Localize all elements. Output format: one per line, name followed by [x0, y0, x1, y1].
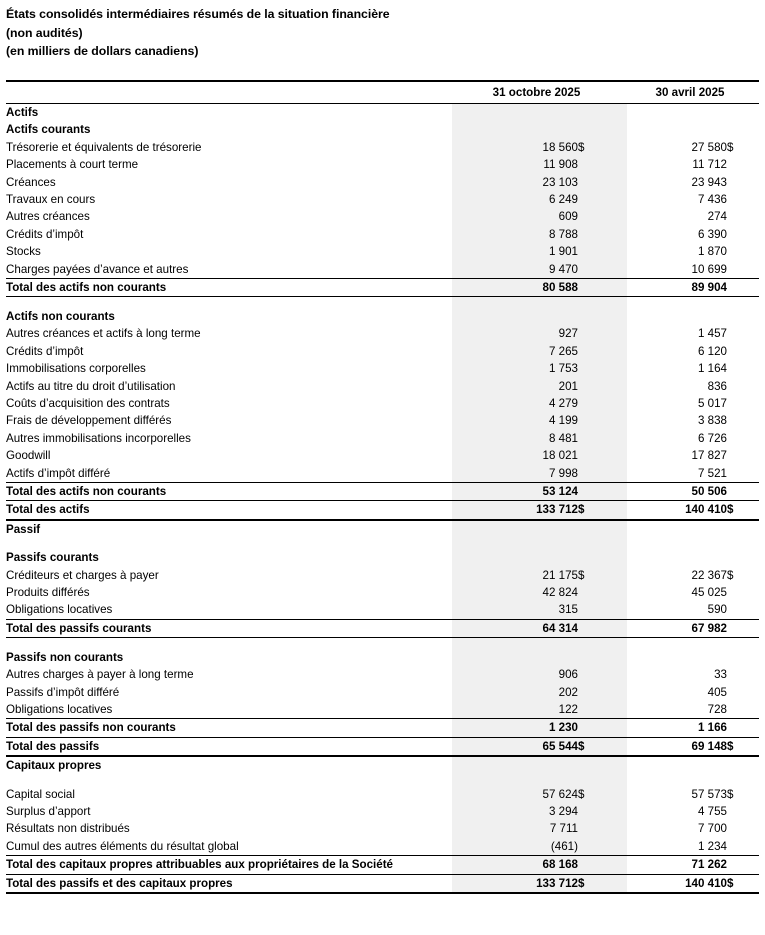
currency-symbol-period-1 [578, 308, 621, 325]
currency-symbol-period-2 [727, 174, 759, 191]
row-label: Total des passifs non courants [6, 719, 452, 737]
currency-symbol-period-2 [727, 343, 759, 360]
row-label: Frais de développement différés [6, 414, 172, 428]
table-header-row [6, 81, 759, 104]
row-value-period-1 [452, 549, 578, 566]
table-row-obligations-locatives [6, 601, 759, 619]
table-row-total-des-passifs-non-courants [6, 719, 759, 737]
table-row-passif [6, 520, 759, 538]
row-label: Capitaux propres [6, 759, 102, 773]
row-value-period-2: 69 148 [621, 737, 727, 756]
row-value-period-1: 7 711 [549, 822, 578, 836]
row-value-period-1: 1 753 [548, 362, 578, 376]
table-row-credits-d-impot [6, 226, 759, 243]
row-value-period-2: 7 521 [697, 466, 727, 480]
row-value-period-1: 7 998 [548, 466, 578, 480]
currency-symbol-period-2 [727, 104, 759, 122]
table-row-actifs [6, 104, 759, 122]
currency-symbol-period-1 [578, 430, 621, 447]
currency-symbol-period-2 [727, 121, 759, 138]
row-value-period-1: 201 [558, 379, 578, 393]
currency-symbol-period-1 [578, 104, 621, 122]
table-row-charges-payees-d-avance-et-autres [6, 261, 759, 279]
row-value-period-2: 1 870 [697, 245, 727, 259]
currency-symbol-period-1 [578, 520, 621, 538]
row-value-period-1: 609 [558, 210, 578, 224]
currency-symbol-period-1 [578, 856, 621, 874]
row-label: Autres créances [6, 210, 90, 224]
currency-symbol-period-2 [727, 601, 759, 619]
currency-symbol-period-1: $ [578, 874, 621, 893]
row-value-period-1: 9 470 [548, 262, 578, 276]
row-label: Placements à court terme [6, 158, 139, 172]
row-value-period-1: 927 [558, 327, 578, 341]
table-row-creances [6, 174, 759, 191]
financial-statement [6, 80, 759, 894]
row-value-period-1: (461) [550, 839, 578, 853]
row-value-period-1 [452, 756, 578, 774]
row-label: Autres créances et actifs à long terme [6, 327, 201, 341]
row-label: Goodwill [6, 449, 51, 463]
row-value-period-2: 22 367 [691, 568, 727, 582]
row-value-period-2: 10 699 [691, 262, 727, 276]
row-value-period-2: 23 943 [691, 175, 727, 189]
currency-symbol-period-2 [727, 666, 759, 683]
row-value-period-1: 4 279 [548, 397, 578, 410]
currency-symbol-period-1 [578, 619, 621, 637]
table-row-total-des-actifs-non-courants [6, 279, 759, 297]
row-label: Autres charges à payer à long terme [6, 668, 194, 682]
currency-symbol-period-2 [727, 325, 759, 342]
table-row-total-des-passifs-courants [6, 619, 759, 637]
row-label: Passifs non courants [6, 650, 124, 664]
row-value-period-1: 18 021 [542, 449, 578, 463]
table-row-autres-creances [6, 208, 759, 225]
row-label: Passifs d’impôt différé [6, 685, 120, 699]
currency-symbol-period-1 [578, 701, 621, 719]
row-value-period-2: 3 838 [697, 414, 727, 428]
table-row-actifs-courants [6, 121, 759, 138]
table-row-capital-social [6, 786, 759, 803]
row-value-period-1 [452, 649, 578, 666]
table-row-obligations-locatives [6, 701, 759, 719]
row-value-period-1: 7 265 [548, 344, 578, 358]
spacer-row [6, 297, 759, 308]
table-row-actifs-non-courants [6, 308, 759, 325]
table-row-total-des-capitaux-propres-attribuables-aux-pr [6, 856, 759, 874]
table-row-surplus-d-apport [6, 803, 759, 820]
currency-symbol-period-1 [578, 395, 621, 412]
row-value-period-1: 8 481 [548, 431, 578, 445]
row-label: Créditeurs et charges à payer [6, 568, 159, 582]
row-label: Actifs non courants [6, 309, 115, 323]
currency-symbol-period-1 [578, 447, 621, 464]
currency-symbol-period-1 [578, 601, 621, 619]
row-label: Immobilisations corporelles [6, 362, 146, 376]
row-label: Total des actifs [6, 501, 452, 520]
row-value-period-2: 1 164 [697, 362, 727, 376]
table-row-total-des-actifs [6, 501, 759, 520]
row-label: Total des capitaux propres attribuables aux propriétaires de la Société [6, 856, 452, 874]
row-value-period-1: 8 788 [548, 227, 578, 241]
row-value-period-2: 33 [714, 668, 727, 682]
row-value-period-2: 6 120 [697, 344, 727, 358]
row-label: Travaux en cours [6, 193, 96, 207]
table-row-autres-charges-a-payer-a-long-terme [6, 666, 759, 683]
currency-symbol-period-2 [727, 395, 759, 412]
currency-symbol-period-1 [578, 243, 621, 260]
row-value-period-1: 133 712 [452, 501, 578, 520]
table-row-crediteurs-et-charges-a-payer [6, 567, 759, 584]
currency-symbol-period-2 [727, 549, 759, 566]
currency-symbol-period-1 [578, 208, 621, 225]
currency-symbol-period-1 [578, 649, 621, 666]
spacer-row [6, 638, 759, 649]
currency-symbol-period-1 [578, 412, 621, 429]
currency-symbol-period-1 [578, 226, 621, 243]
currency-symbol-period-2 [727, 378, 759, 395]
row-label: Obligations locatives [6, 603, 113, 617]
table-row-goodwill [6, 447, 759, 464]
currency-symbol-period-1 [578, 360, 621, 377]
row-value-period-2: 590 [707, 603, 727, 617]
table-row-couts-d-acquisition-des-contrats [6, 395, 759, 412]
row-value-period-1: 11 908 [543, 158, 578, 172]
currency-symbol-period-1 [578, 279, 621, 297]
currency-symbol-period-1 [578, 756, 621, 774]
row-value-period-2: 6 390 [697, 227, 727, 241]
table-row-actifs-d-impot-differe [6, 465, 759, 483]
spacer-row [6, 538, 759, 549]
row-value-period-2: 27 580 [691, 140, 727, 154]
currency-symbol-period-1 [578, 156, 621, 173]
row-label: Coûts d’acquisition des contrats [6, 397, 170, 410]
currency-symbol-period-2 [727, 226, 759, 243]
currency-symbol-period-2 [727, 191, 759, 208]
currency-symbol-period-2 [727, 279, 759, 297]
currency-symbol-period-2 [727, 619, 759, 637]
currency-symbol-period-1 [578, 549, 621, 566]
currency-symbol-period-1 [578, 838, 621, 856]
row-value-period-2 [621, 121, 727, 138]
row-value-period-2: 67 982 [621, 619, 727, 637]
currency-symbol-period-2 [727, 701, 759, 719]
currency-symbol-period-2 [727, 856, 759, 874]
row-value-period-1: 57 624 [542, 787, 578, 801]
row-label: Produits différés [6, 586, 90, 600]
currency-symbol-period-1 [578, 378, 621, 395]
currency-symbol-period-2 [727, 649, 759, 666]
currency-symbol-period-2: $ [727, 737, 759, 756]
currency-symbol-period-1 [578, 803, 621, 820]
currency-symbol-period-1 [578, 465, 621, 483]
document-title-line-1: États consolidés intermédiaires résumés de la situation financière [6, 7, 390, 21]
row-label: Cumul des autres éléments du résultat global [6, 839, 239, 853]
row-label: Actifs au titre du droit d’utilisation [6, 379, 176, 393]
row-value-period-2: 11 712 [692, 158, 727, 172]
row-value-period-2: 1 234 [697, 839, 727, 853]
currency-symbol-period-1 [578, 820, 621, 837]
row-label: Résultats non distribués [6, 822, 130, 836]
row-label: Actifs d’impôt différé [6, 466, 111, 480]
row-value-period-2 [621, 308, 727, 325]
table-row-capitaux-propres [6, 756, 759, 774]
row-label: Capital social [6, 787, 75, 801]
row-label: Charges payées d’avance et autres [6, 262, 189, 276]
currency-symbol-period-1 [578, 684, 621, 701]
row-label: Total des passifs [6, 737, 452, 756]
row-label: Autres immobilisations incorporelles [6, 431, 191, 445]
row-value-period-1 [452, 104, 578, 122]
currency-symbol-period-1 [578, 584, 621, 601]
table-row-immobilisations-corporelles [6, 360, 759, 377]
table-row-passifs-d-impot-differe [6, 684, 759, 701]
row-label: Créances [6, 175, 56, 189]
row-value-period-1: 18 560 [542, 140, 578, 154]
currency-symbol-period-1: $ [578, 140, 585, 154]
row-value-period-1: 42 824 [542, 586, 578, 600]
row-value-period-1: 4 199 [548, 414, 578, 428]
row-value-period-1: 1 230 [452, 719, 578, 737]
row-value-period-2: 4 755 [697, 805, 727, 819]
row-value-period-1: 80 588 [452, 279, 578, 297]
row-value-period-1: 6 249 [548, 193, 578, 207]
currency-symbol-period-2: $ [727, 140, 734, 154]
currency-symbol-period-1: $ [578, 787, 585, 801]
row-value-period-2 [621, 104, 727, 122]
row-value-period-2: 140 410 [621, 874, 727, 893]
currency-symbol-period-2 [727, 208, 759, 225]
table-row-total-des-passifs-et-des-capitaux-propres [6, 874, 759, 893]
currency-symbol-period-2 [727, 483, 759, 501]
table-row-total-des-passifs [6, 737, 759, 756]
row-label: Passifs courants [6, 551, 99, 565]
currency-symbol-period-1 [578, 191, 621, 208]
currency-symbol-period-2 [727, 243, 759, 260]
row-value-period-2: 274 [707, 210, 727, 224]
currency-symbol-period-1 [578, 483, 621, 501]
currency-symbol-period-2: $ [727, 501, 759, 520]
currency-symbol-period-2 [727, 308, 759, 325]
row-value-period-2: 405 [707, 685, 727, 699]
row-value-period-1: 65 544 [452, 737, 578, 756]
row-label: Stocks [6, 245, 41, 259]
currency-symbol-period-2 [727, 684, 759, 701]
balance-sheet-table [6, 80, 759, 894]
currency-symbol-period-1 [578, 121, 621, 138]
row-value-period-1: 315 [558, 603, 578, 617]
row-label: Actifs courants [6, 123, 91, 137]
table-body [6, 104, 759, 894]
row-value-period-1: 64 314 [452, 619, 578, 637]
row-value-period-1: 53 124 [452, 483, 578, 501]
currency-symbol-period-2: $ [727, 874, 759, 893]
row-label: Obligations locatives [6, 703, 113, 716]
currency-symbol-period-1: $ [578, 737, 621, 756]
row-value-period-1: 3 294 [548, 805, 578, 819]
row-value-period-2: 1 457 [697, 327, 727, 341]
row-value-period-1: 133 712 [452, 874, 578, 893]
table-row-placements-a-court-terme [6, 156, 759, 173]
row-value-period-1 [452, 308, 578, 325]
currency-symbol-period-2 [727, 820, 759, 837]
currency-symbol-period-1: $ [578, 501, 621, 520]
row-label: Actifs [6, 106, 39, 119]
currency-symbol-period-2: $ [727, 787, 734, 801]
row-label: Total des actifs non courants [6, 483, 452, 501]
row-label: Passif [6, 522, 41, 536]
currency-symbol-period-1 [578, 325, 621, 342]
row-value-period-1: 21 175 [542, 568, 578, 582]
row-label: Total des passifs et des capitaux propres [6, 874, 452, 893]
table-row-tresorerie-et-equivalents-de-tresorerie [6, 139, 759, 156]
row-value-period-1: 906 [558, 668, 578, 682]
currency-symbol-period-2 [727, 520, 759, 538]
document-title-line-2: (non audités) [6, 25, 83, 40]
row-value-period-2: 836 [707, 379, 727, 393]
row-value-period-1 [452, 121, 578, 138]
row-label: Total des actifs non courants [6, 279, 452, 297]
currency-symbol-period-2 [727, 465, 759, 483]
row-value-period-1: 1 901 [548, 245, 578, 259]
row-value-period-2: 89 904 [621, 279, 727, 297]
row-value-period-2 [621, 549, 727, 566]
currency-symbol-period-2 [727, 447, 759, 464]
document-title-line-3: (en milliers de dollars canadiens) [6, 44, 199, 58]
row-label: Crédits d’impôt [6, 227, 84, 241]
row-value-period-2: 5 017 [697, 397, 727, 410]
row-value-period-2 [621, 756, 727, 774]
currency-symbol-period-1 [578, 261, 621, 279]
row-value-period-2: 45 025 [691, 586, 727, 600]
table-header [6, 81, 759, 104]
row-value-period-2: 1 166 [621, 719, 727, 737]
currency-symbol-period-2 [727, 412, 759, 429]
table-row-cumul-des-autres-elements-du-resultat-global [6, 838, 759, 856]
table-row-autres-immobilisations-incorporelles [6, 430, 759, 447]
row-value-period-2: 57 573 [691, 787, 727, 801]
currency-symbol-period-2 [727, 719, 759, 737]
currency-symbol-period-2: $ [727, 568, 734, 582]
table-row-passifs-non-courants [6, 649, 759, 666]
row-label: Crédits d’impôt [6, 344, 84, 358]
table-row-stocks [6, 243, 759, 260]
table-row-actifs-au-titre-du-droit-d-utilisation [6, 378, 759, 395]
row-label: Total des passifs courants [6, 619, 452, 637]
currency-symbol-period-1: $ [578, 568, 585, 582]
row-value-period-1: 23 103 [542, 175, 578, 189]
currency-symbol-period-2 [727, 261, 759, 279]
currency-symbol-period-2 [727, 430, 759, 447]
row-value-period-1: 122 [558, 703, 578, 716]
header-cell-label [6, 81, 452, 104]
row-value-period-2 [621, 649, 727, 666]
row-value-period-2: 7 700 [697, 822, 727, 836]
table-row-resultats-non-distribues [6, 820, 759, 837]
currency-symbol-period-2 [727, 156, 759, 173]
currency-symbol-period-1 [578, 719, 621, 737]
row-value-period-1: 202 [558, 685, 578, 699]
row-value-period-2 [621, 520, 727, 538]
table-row-credits-d-impot [6, 343, 759, 360]
row-value-period-2: 50 506 [621, 483, 727, 501]
currency-symbol-period-2 [727, 803, 759, 820]
spacer-row [6, 775, 759, 786]
table-row-produits-differes [6, 584, 759, 601]
currency-symbol-period-2 [727, 756, 759, 774]
row-label: Surplus d’apport [6, 805, 91, 819]
row-value-period-1 [452, 520, 578, 538]
table-row-passifs-courants [6, 549, 759, 566]
currency-symbol-period-2 [727, 838, 759, 856]
currency-symbol-period-1 [578, 666, 621, 683]
header-cell-period-1: 31 octobre 2025 [452, 81, 621, 104]
row-value-period-2: 7 436 [697, 193, 727, 207]
currency-symbol-period-1 [578, 343, 621, 360]
row-value-period-2: 728 [707, 703, 727, 716]
row-value-period-2: 17 827 [691, 449, 727, 463]
row-label: Trésorerie et équivalents de trésorerie [6, 140, 202, 154]
currency-symbol-period-2 [727, 584, 759, 601]
currency-symbol-period-1 [578, 174, 621, 191]
row-value-period-2: 71 262 [621, 856, 727, 874]
table-row-travaux-en-cours [6, 191, 759, 208]
row-value-period-2: 140 410 [621, 501, 727, 520]
table-row-autres-creances-et-actifs-a-long-terme [6, 325, 759, 342]
row-value-period-1: 68 168 [452, 856, 578, 874]
header-cell-period-2: 30 avril 2025 [621, 81, 759, 104]
table-row-frais-de-developpement-differes [6, 412, 759, 429]
currency-symbol-period-2 [727, 360, 759, 377]
document-title-block [0, 0, 765, 61]
row-value-period-2: 6 726 [697, 431, 727, 445]
table-row-total-des-actifs-non-courants [6, 483, 759, 501]
